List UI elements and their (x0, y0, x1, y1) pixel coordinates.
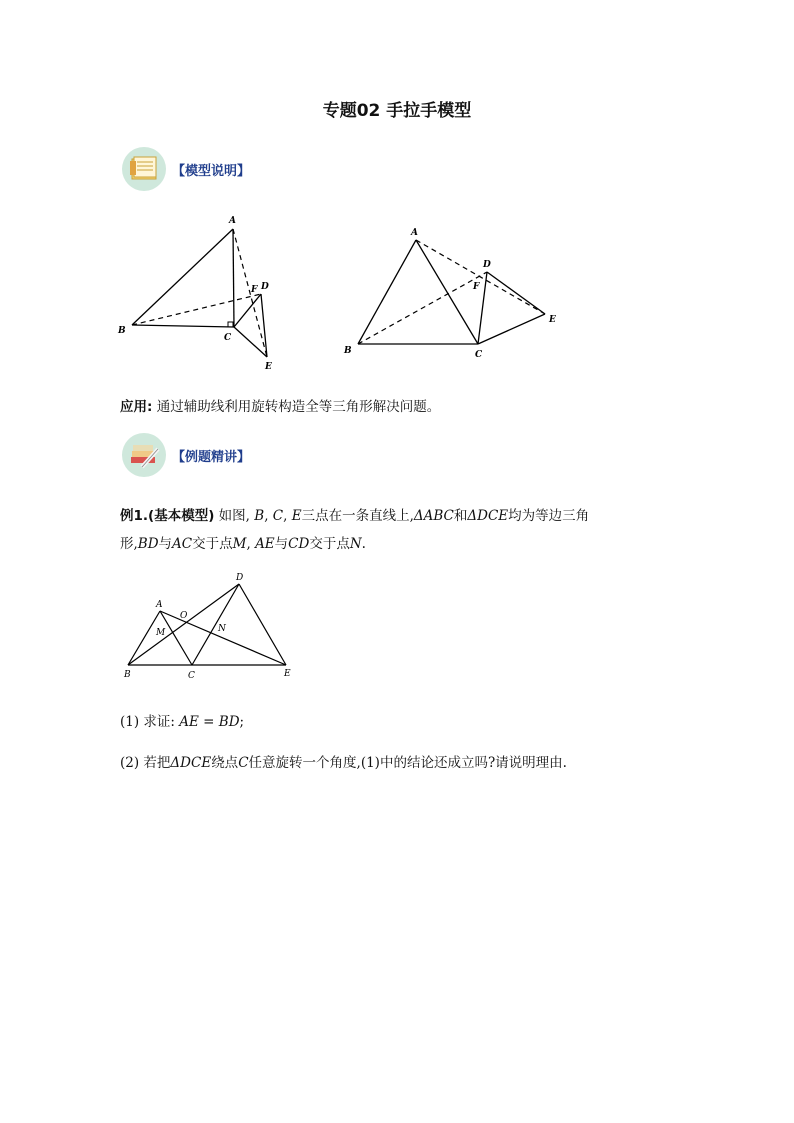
seg-BD (132, 294, 261, 325)
label-B: B (344, 346, 352, 356)
application-prefix: 应用: (120, 399, 153, 415)
text: , (264, 508, 269, 524)
text: 若把 (143, 755, 171, 771)
label-C: C (475, 350, 483, 360)
notebook-icon (122, 147, 166, 191)
page-title: 专题02 手拉手模型 (322, 101, 472, 121)
label-O: O (180, 611, 188, 621)
seg-AC (233, 229, 234, 327)
math-equation: AE = BD (179, 714, 240, 730)
text: 三点在一条直线上, (301, 508, 414, 524)
math-B: B (254, 508, 265, 524)
text: 任意旋转一个角度,(1)中的结论还成立吗?请说明理由. (248, 755, 567, 771)
seg-AE (416, 240, 545, 314)
math-AC: AC (172, 536, 193, 552)
text: , (246, 536, 251, 552)
label-F: F (473, 282, 480, 292)
section-examples (122, 433, 250, 477)
math-C: C (272, 508, 284, 524)
label-A: A (229, 216, 236, 226)
label-D: D (483, 260, 491, 270)
text: 求证: (143, 714, 175, 730)
label-N: N (218, 624, 226, 634)
example-prefix: 例1. (120, 508, 149, 524)
label-D: D (261, 282, 269, 292)
seg-AB (132, 229, 233, 325)
math-N: N (349, 536, 362, 552)
seg-AC (416, 240, 478, 344)
text: 均为等边三角 (508, 508, 590, 524)
label-M: M (156, 628, 166, 638)
text: 交于点 (309, 536, 350, 552)
text: 交于点 (192, 536, 233, 552)
seg-DE (261, 294, 267, 357)
text: 和 (453, 508, 468, 524)
text: 绕点 (211, 755, 239, 771)
math-E: E (291, 508, 302, 524)
books-pencil-icon (122, 433, 166, 477)
application-text: 通过辅助线利用旋转构造全等三角形解决问题。 (156, 399, 441, 415)
math-BD: BD (137, 536, 159, 552)
question-1 (120, 710, 244, 730)
math-triangle-ABC: ΔABC (413, 508, 454, 524)
math-triangle-DCE: ΔDCE (467, 508, 509, 524)
figure-3 (118, 570, 303, 685)
text: 如图, (218, 508, 250, 524)
example-1-line-1 (120, 504, 589, 524)
label-B: B (124, 670, 131, 680)
label-A: A (156, 600, 163, 610)
math-C: C (238, 755, 249, 771)
seg-AE (160, 611, 286, 665)
label-A: A (411, 228, 418, 238)
math-CD: CD (288, 536, 310, 552)
label-E: E (265, 362, 272, 372)
seg-DE (239, 584, 286, 665)
label-E: E (284, 669, 291, 679)
text: 与 (274, 536, 289, 552)
figure-2 (338, 222, 568, 362)
label-B: B (118, 326, 126, 336)
label-C: C (188, 671, 195, 681)
application-line (120, 395, 440, 415)
question-2 (120, 751, 567, 771)
seg-AE (233, 229, 267, 357)
section-label: 【模型说明】 (172, 163, 251, 179)
text: 形, (120, 536, 138, 552)
text: , (283, 508, 288, 524)
figure-1 (110, 212, 300, 374)
math-AE: AE (255, 536, 275, 552)
seg-CE (234, 327, 267, 357)
seg-AB (358, 240, 416, 344)
example-1-line-2 (120, 532, 366, 552)
math-M: M (232, 536, 247, 552)
label-E: E (549, 315, 556, 325)
section-model-description (122, 147, 250, 191)
seg-AB (128, 611, 160, 665)
text: ; (239, 714, 245, 730)
question-number: (1) (120, 714, 140, 730)
text: . (361, 536, 366, 552)
seg-DE (487, 272, 545, 314)
math-triangle-DCE: ΔDCE (170, 755, 212, 771)
seg-CE (478, 314, 545, 344)
label-C: C (224, 333, 232, 343)
label-D: D (236, 573, 244, 583)
seg-CD (192, 584, 239, 665)
question-number: (2) (120, 755, 140, 771)
seg-BC (132, 325, 234, 327)
text: 与 (158, 536, 173, 552)
section-label: 【例题精讲】 (172, 449, 251, 465)
label-F: F (251, 285, 258, 295)
example-tag: (基本模型) (148, 508, 215, 524)
